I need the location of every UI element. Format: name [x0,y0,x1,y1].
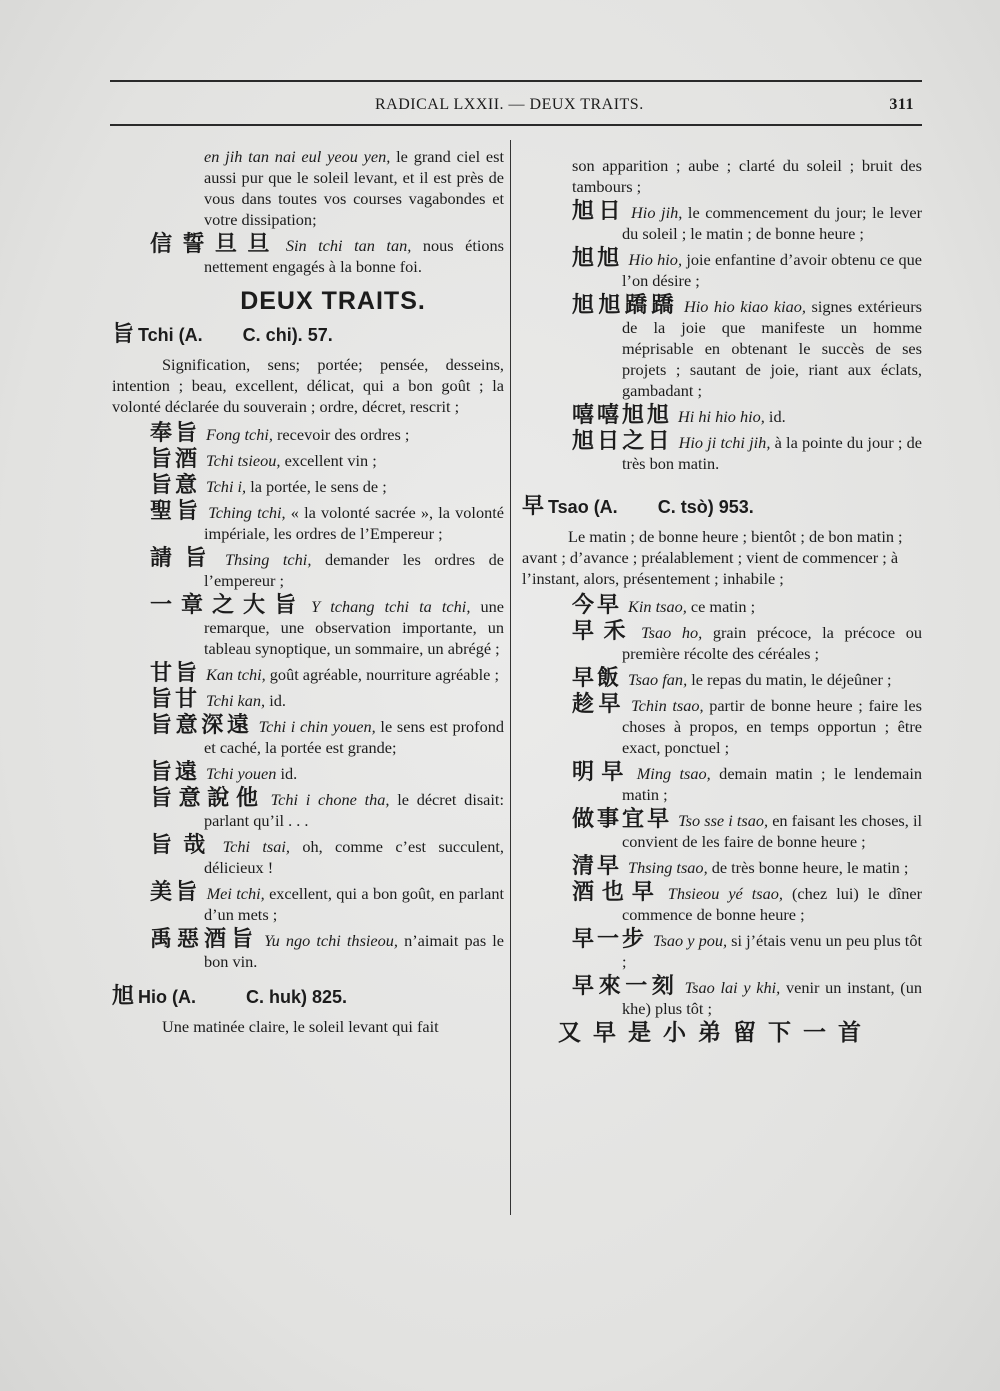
definition: venir un instant, (un khe) plus tôt ; [622,978,923,1018]
chinese-characters: 清早 [572,854,623,879]
definition: demain matin ; le lendemain matin ; [622,764,922,804]
entry-line [112,689,504,711]
headword-text: Hio (A. C. huk) 825. [138,987,348,1007]
transliteration: Tchi i, [206,477,247,496]
entry-list-hio [522,201,922,474]
chinese-characters: 旨意 [150,473,201,498]
entry-line [112,595,504,659]
chinese-characters: 旨哉 [150,833,217,858]
entry-heading-tchi [112,324,504,346]
chinese-characters: 旭旭蹻蹻 [572,293,678,318]
entry-sense: Le matin ; de bonne heure ; bientôt ; de bon matin ; avant ; d’avance ; préalablement ; vient de commencer ; à l’instant, alors, présentement ; inhabile ; [522,527,903,588]
entry-line [522,929,922,972]
entry-line [112,449,504,471]
definition: à la pointe du jour ; de très bon matin. [622,433,922,473]
headword-character: 旨 [112,322,135,347]
chinese-characters: 旨酒 [150,447,201,472]
section-title: DEUX TRAITS. [240,287,426,315]
definition: « la volonté sacrée », la volonté impériale, les ordres de l’Empereur ; [204,503,504,543]
transliteration: Hio hio, [628,250,683,269]
entry-line [112,882,504,925]
entry-line [112,715,504,758]
running-header [110,96,920,118]
definition: n’aimait pas le bon vin. [204,931,504,971]
chinese-characters: 旨甘 [150,687,201,712]
definition: nous étions nettement engagés à la bonne foi. [204,236,504,276]
entry-line [112,835,504,878]
chinese-characters: 早飯 [572,666,623,691]
definition: grain précoce, la précoce ou première récolte des céréales ; [622,623,922,663]
definition: le sens est profond et caché, la portée est grande; [204,717,504,757]
chinese-characters: 禹惡酒旨 [150,927,259,952]
entry-line [112,929,504,972]
transliteration: Thsing tsao, [628,858,708,877]
headword-character: 旭 [112,984,135,1009]
entry-line [522,431,922,474]
definition: id. [276,764,298,783]
transliteration: Hio ji tchi jih, [678,433,771,452]
definition: partir de bonne heure ; faire les choses à propos, en temps opportun ; être exact, ponctuel ; [622,696,922,757]
transliteration: Tsao lai y khi, [684,978,781,997]
chinese-characters: 奉旨 [150,421,201,446]
entry-heading-tsao [522,496,922,518]
transliteration: Yu ngo tchi thsieou, [264,931,399,950]
entry-line [522,621,922,664]
entry-list-tchi [112,423,504,972]
chinese-characters: 信誓旦旦 [150,232,280,257]
transliteration: Tsao ho, [641,623,703,642]
definition: le grand ciel est aussi pur que le soleil levant, et il est près de vous dans toutes vos courses vagabondes et votre dissipation; [204,147,505,229]
entry-line [522,405,922,427]
entry-line [112,475,504,497]
definition: si j’étais venu un peu plus tôt ; [622,931,922,971]
transliteration: Tchi tsai, [222,837,290,856]
chinese-characters: 趁早 [572,692,626,717]
transliteration: Fong tchi, [206,425,273,444]
definition: joie enfantine d’avoir obtenu ce que l’on désire ; [622,250,922,290]
intro-paragraph [112,146,504,230]
definition: le décret disait: parlant qu’il . . . [204,790,504,830]
definition: excellent vin ; [280,451,377,470]
entry-line [112,423,504,445]
headword-text: Tchi (A. C. chi). 57. [138,325,333,345]
chinese-characters: 今早 [572,593,623,618]
chinese-characters: 美旨 [150,880,201,905]
transliteration: Sin tchi tan tan, [285,236,412,255]
entry-line [522,595,922,617]
transliteration: Tchi tsieou, [206,451,281,470]
chinese-characters: 旭日之日 [572,429,673,454]
chinese-characters: 早一步 [572,927,648,952]
chinese-characters: 旭日 [572,199,626,224]
transliteration: Y tchang tchi ta tchi, [311,597,471,616]
chinese-characters: 嘻嘻旭旭 [572,403,673,428]
entry-line [522,248,922,291]
entry-sense: Une matinée claire, le soleil levant qui fait [162,1017,439,1036]
definition: (chez lui) le dîner commence de bonne heure ; [622,884,922,924]
chinese-characters: 請旨 [150,546,219,571]
chinese-characters: 旨意說他 [150,786,265,811]
entry-line [522,694,922,758]
headword-text: Tsao (A. C. tsò) 953. [548,497,754,517]
entry-line [112,788,504,831]
definition: id. [764,407,786,426]
entry-line [522,668,922,690]
entry-line [522,976,922,1019]
transliteration: Ming tsao, [636,764,711,783]
definition: signes extérieurs de la joie que manifeste un homme méprisable en obtenant le succès de ses projets ; sautant de joie, riant aux éclats, gambadant ; [622,297,922,400]
entry-line [522,809,922,852]
entry-heading-hio [112,986,504,1008]
closing-chinese-line: 又早是小弟留下一首 [558,1020,873,1046]
transliteration: Kin tsao, [628,597,687,616]
definition: recevoir des ordres ; [272,425,410,444]
definition: oh, comme c’est succulent, délicieux ! [204,837,504,877]
definition: id. [265,691,286,710]
definition: de très bonne heure, le matin ; [707,858,909,877]
definition: une remarque, une observation importante, un tableau synoptique, un sommaire, un abrégé ; [204,597,505,658]
definition: ce matin ; [686,597,756,616]
transliteration: Tsao fan, [628,670,688,689]
left-column [112,146,504,1043]
continuation-paragraph: son apparition ; aube ; clarté du soleil ; bruit des tambours ; [572,156,922,196]
definition: le commencement du jour; le lever du soleil ; le matin ; de bonne heure ; [622,203,922,243]
transliteration: Thsing tchi, [225,550,312,569]
page-number: 311 [889,96,914,113]
definition: la portée, le sens de ; [246,477,387,496]
transliteration: Kan tchi, [206,665,266,684]
entry-line [522,762,922,805]
transliteration: Tchi i chin youen, [258,717,376,736]
transliteration: Tchi i chone tha, [270,790,390,809]
header-bottom-rule [110,124,922,126]
entry-line [112,663,504,685]
entry-line [112,548,504,591]
transliteration: Hio jih, [631,203,683,222]
chinese-characters: 酒也早 [572,880,662,905]
transliteration: Tchin tsao, [631,696,704,715]
entry-line [522,882,922,925]
entry-line [112,501,504,544]
header-title: RADICAL LXXII. — DEUX TRAITS. [375,96,644,113]
entry-line [112,234,504,277]
transliteration: Tsao y pou, [653,931,728,950]
chinese-characters: 旭旭 [572,246,623,271]
transliteration: Tchi youen [206,764,277,783]
definition: en faisant les choses, il convient de les faire de bonne heure ; [622,811,922,851]
chinese-characters: 早來一刻 [572,974,679,999]
entry-line [522,856,922,878]
chinese-characters: 旨意深遠 [150,713,253,738]
transliteration: Tso sse i tsao, [678,811,769,830]
transliteration: Hio hio kiao kiao, [683,297,806,316]
definition: le repas du matin, le déjeûner ; [687,670,892,689]
chinese-characters: 早禾 [572,619,636,644]
chinese-characters: 明早 [572,760,631,785]
transliteration: Thsieou yé tsao, [667,884,783,903]
entry-line [112,762,504,784]
transliteration: Mei tchi, [206,884,265,903]
chinese-characters: 聖旨 [150,499,203,524]
definition: demander les ordres de l’empereur ; [204,550,504,590]
chinese-characters: 一章之大旨 [150,593,306,618]
definition: goût agréable, nourriture agréable ; [265,665,499,684]
transliteration: Tching tchi, [208,503,286,522]
headword-character: 早 [522,494,545,519]
chinese-characters: 甘旨 [150,661,201,686]
right-column [522,155,922,1044]
header-top-rule [110,80,922,82]
chinese-characters: 旨遠 [150,760,201,785]
entry-sense: Signification, sens; portée; pensée, desseins, intention ; beau, excellent, délicat, qui a bon goût ; la volonté déclarée du souverain ; ordre, décret, rescrit ; [112,355,504,416]
transliteration: Tchi kan, [206,691,266,710]
entry-line [522,201,922,244]
transliteration: Hi hi hio hio, [678,407,765,426]
transliteration: en jih tan nai eul yeou yen, [204,147,391,166]
entry-line [522,295,922,401]
definition: excellent, qui a bon goût, en parlant d’un mets ; [204,884,505,924]
entry-list-tsao [522,595,922,1019]
chinese-characters: 做事宜早 [572,807,673,832]
column-divider [510,140,511,1215]
